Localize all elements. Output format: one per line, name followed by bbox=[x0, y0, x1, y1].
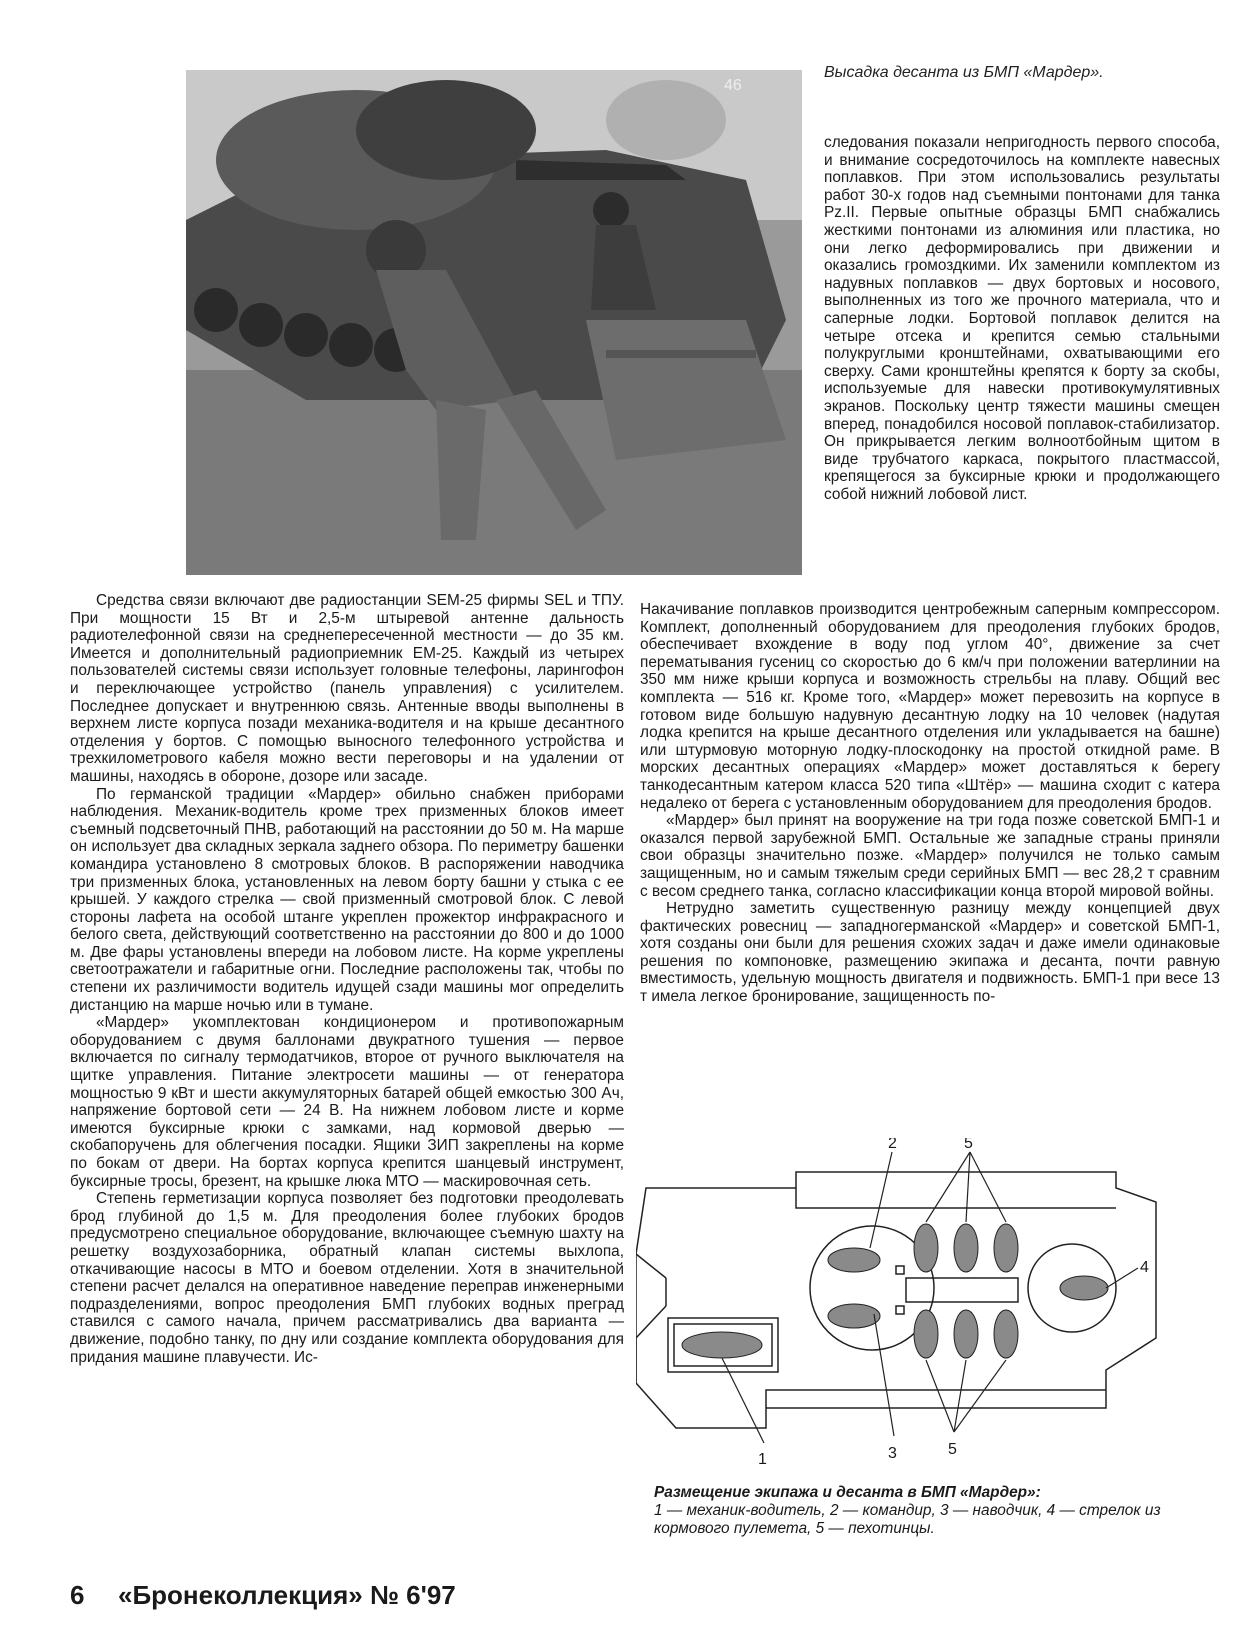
paragraph: Степень герметизации корпуса позволяет без подготовки преодолевать брод глубиной до 1,5 м. Для преодоления более глубоких бродов предусмотрено специальное оборудование, включающее съемную шахту на решетку воздухозаборника, обратный клапан системы выхлопа, откачивающие насосы в МТО и боевом отделении. Хотя в значительной степени расчет делался на оперативное наведение переправ инженерными подразделениями, вопрос преодоления БМП глубоких водных преград ставился с самого начала, причем рассматривались два варианта — движение, подобно танку, по дну или создание комплекта оборудования для придания машине плавучести. Ис- bbox=[70, 1190, 624, 1366]
paragraph: «Мардер» укомплектован кондиционером и противопожарным оборудованием с двумя баллонами двукратного тушения — первое включается по сигналу термодатчиков, второе от ручного выключателя на щитке управления. Питание электросети машины — от генератора мощностью 9 кВт и шести аккумуляторных батарей общей емкостью 300 Ач, напряжение бортовой сети — 24 В. На нижнем лобовом листе и корме имеются буксирные крюки с замками, над кормовой дверью — скобапоручень для облегчения посадки. Ящики ЗИП закреплены на корме по бокам от двери. На бортах корпуса крепится шанцевый инструмент, буксирные тросы, брезент, на крышке люка МТО — маскировочная сеть. bbox=[70, 1014, 624, 1190]
label-infantry-top: 5 bbox=[964, 1138, 973, 1152]
paragraph: следования показали непригодность первого способа, и внимание сосредоточилось на комплекте навесных поплавков. При этом использовались результаты работ 30-х годов над съемными понтонами для танка Pz.II. Первые опытные образцы БМП снабжались жесткими понтонами из алюминия или пластика, но они легко деформировались при движении и оказались громоздкими. Их заменили комплектом из надувных поплавков — двух бортовых и носового, выполненных из того же прочного материала, что и саперные лодки. Бортовой поплавок делится на четыре отсека и крепится семью стальными полукруглыми кронштейнами, охватывающими его сверху. Сами кронштейны крепятся к борту за скобы, используемые для навески противокумулятивных экранов. Поскольку центр тяжести машины смещен вперед, понадобился носовой поплавок-стабилизатор. Он прикрывается легким волноотбойным щитом в виде трубчатого каркаса, покрытого пластмассой, крепящегося за буксирные крюки и продолжающего собой нижний лобовой лист. bbox=[824, 134, 1220, 503]
magazine-title: «Бронеколлекция» № 6'97 bbox=[118, 1580, 456, 1610]
paragraph: По германской традиции «Мардер» обильно снабжен приборами наблюдения. Механик-водитель кроме трех призменных блоков имеет съемный подсветочный ПНВ, работающий на расстоянии до 50 м. На марше он использует два складных зеркала заднего обзора. По периметру башенки командира установлено 8 смотровых блоков. В распоряжении наводчика три призменных блока, установленных на левом борту башни у стыка с ее крышей. У каждого стрелка — свой призменный смотровой блок. С левой стороны лафета на особой штанге укреплен прожектор инфракрасного и белого света, действующий соответственно на расстоянии до 800 и до 1000 м. Две фары установлены впереди на лобовом листе. На корме укреплены светоотражатели и габаритные огни. Последние расположены так, чтобы по степени их различимости водитель идущей сзади машины мог определить дистанцию на марше ночью или в тумане. bbox=[70, 785, 624, 1014]
text-column-left bbox=[70, 592, 624, 1366]
label-commander: 2 bbox=[888, 1138, 897, 1152]
diagram-caption-title: Размещение экипажа и десанта в БМП «Мардер»: bbox=[654, 1484, 1041, 1501]
page-number: 6 bbox=[70, 1580, 85, 1610]
label-gunner: 3 bbox=[888, 1445, 897, 1462]
text-column-right-bottom bbox=[640, 601, 1220, 1006]
paragraph: «Мардер» был принят на вооружение на три года позже советской БМП-1 и оказался первой зарубежной БМП. Остальные же западные страны приняли свои образцы значительно позже. «Мардер» получился не только самым защищенным, но и самым тяжелым среди серийных БМП — вес 28,2 т сравним с весом среднего танка, согласно классификации конца второй мировой войны. bbox=[640, 812, 1220, 900]
photo-illustration bbox=[186, 70, 802, 575]
label-infantry-bottom: 5 bbox=[948, 1441, 957, 1458]
label-rear-gunner: 4 bbox=[1140, 1259, 1149, 1276]
vehicle-number: 46 bbox=[724, 77, 742, 94]
paragraph: Нетрудно заметить существенную разницу между концепцией двух фактических ровесниц — западногерманской «Мардер» и советской БМП-1, хотя созданы они были для решения схожих задач и даже имели одинаковые решения по компоновке, размещению экипажа и десанта, почти равную вместимость, удельную мощность двигателя и подвижность. БМП-1 при весе 13 т имела легкое бронирование, защищенность по- bbox=[640, 900, 1220, 1006]
paragraph: Накачивание поплавков производится центробежным саперным компрессором. Комплект, дополненный оборудованием для преодоления глубоких бродов, обеспечивает вхождение в воду под углом 40°, движение за счет перематывания гусениц со скоростью до 6 км/ч при положении ватерлинии на 350 мм ниже крыши корпуса и возможность стрельбы на плаву. Общий вес комплекта — 516 кг. Кроме того, «Мардер» может перевозить на корпусе в готовом виде большую надувную десантную лодку на 10 человек (надутая лодка крепится на крыше десантного отделения или укладывается на башне) или штурмовую моторную лодку-плоскодонку на простой откидной раме. В морских десантных операциях «Мардер» может доставляться к берегу танкодесантным катером класса 520 типа «Штёр» — машина сходит с катера недалеко от берега с установленным оборудованием для преодоления бродов. bbox=[640, 601, 1220, 812]
paragraph: Средства связи включают две радиостанции SEM-25 фирмы SEL и ТПУ. При мощности 15 Вт и 2,5-м штыревой антенне дальность радиотелефонной связи на среднепересеченной местности — до 35 км. Имеется и дополнительный радиоприемник ЕМ-25. Каждый из четырех пользователей системы связи использует головные телефоны, ларингофон и переключающее устройство (панель управления) с усилителем. Последнее допускает и внутреннюю связь. Антенные вводы выполнены в верхнем листе корпуса позади механика-водителя и на крыше десантного отделения у бортов. С помощью выносного телефонного устройства и трехкилометрового кабеля можно вести переговоры и на удалении от машины, находясь в обороне, дозоре или засаде. bbox=[70, 592, 624, 785]
photo-caption: Высадка десанта из БМП «Мардер». bbox=[824, 64, 1104, 81]
crew-layout-drawing bbox=[636, 1138, 1214, 1478]
page-footer bbox=[70, 1580, 456, 1611]
label-driver: 1 bbox=[758, 1451, 767, 1468]
diagram-caption-text: 1 — механик-водитель, 2 — командир, 3 — наводчик, 4 — стрелок из кормового пулемета, 5 — пехотинцы. bbox=[654, 1502, 1161, 1537]
diagram-caption bbox=[654, 1484, 1214, 1538]
text-column-right-top bbox=[824, 134, 1220, 503]
crew-layout-diagram bbox=[636, 1138, 1214, 1478]
photo-troops-disembarking bbox=[186, 70, 802, 575]
